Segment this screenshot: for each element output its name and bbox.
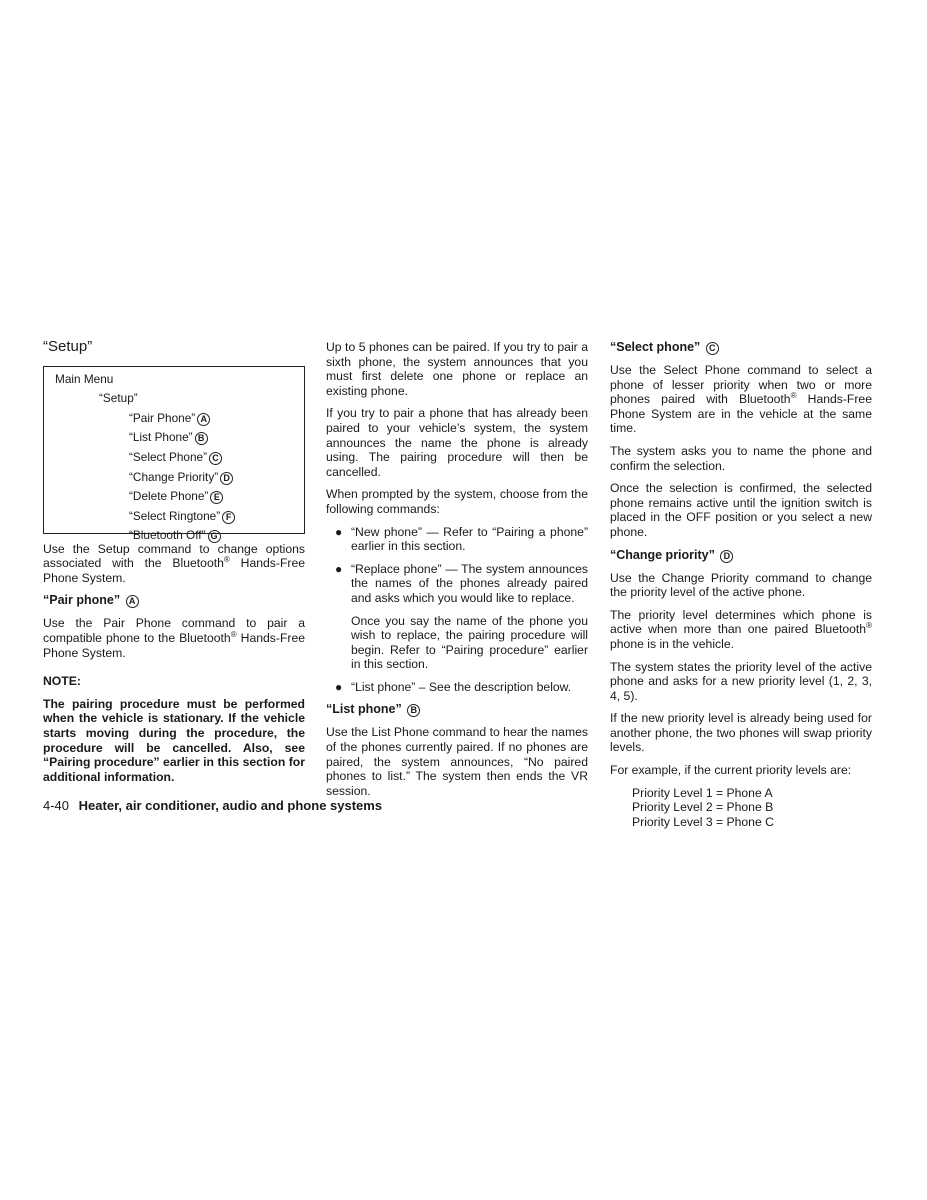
paragraph-prompt: When prompted by the system, choose from the following commands: xyxy=(326,487,588,516)
select-phone-p2: The system asks you to name the phone and confirm the selection. xyxy=(610,443,872,473)
callout-a-icon: A xyxy=(197,413,210,426)
menu-item-setup: “Setup” xyxy=(99,391,138,406)
callout-a-icon: A xyxy=(126,595,139,608)
menu-item-select-ringtone: “Select Ringtone” F xyxy=(44,507,304,527)
section-title-setup: “Setup” xyxy=(43,338,93,355)
menu-item-select-phone: “Select Phone” C xyxy=(44,448,304,468)
change-priority-p1: Use the Change Priority command to change the priority level of the active phone. xyxy=(610,570,872,600)
change-priority-p4: If the new priority level is already being used for another phone, the two phones will swap priority levels. xyxy=(610,711,872,755)
callout-b-icon: B xyxy=(407,704,420,717)
priority-level-list xyxy=(610,786,872,830)
change-priority-p3: The system states the priority level of the active phone and asks for a new priority level (1, 2, 3, 4, 5). xyxy=(610,659,872,703)
heading-list-phone: “List phone” B xyxy=(326,702,588,717)
menu-item-list-phone: “List Phone” B xyxy=(44,428,304,448)
note-text: The pairing procedure must be performed when the vehicle is stationary. If the vehicle starts moving during the procedure, the procedure will be cancelled. Also, see “Pairing procedure” earlier in this section for additional information. xyxy=(43,696,305,784)
menu-item-bluetooth-off: “Bluetooth Off” G xyxy=(44,526,304,546)
callout-e-icon: E xyxy=(210,491,223,504)
menu-item-change-priority: “Change Priority” D xyxy=(44,468,304,488)
command-list xyxy=(326,525,588,606)
heading-change-priority: “Change priority” D xyxy=(610,548,872,563)
bullet-icon: ● xyxy=(335,561,343,576)
callout-g-icon: G xyxy=(208,530,221,543)
list-item-replace-phone: ● “Replace phone” — The system announces the names of the phones already paired and asks which you would like to replace. xyxy=(335,561,588,605)
callout-d-icon: D xyxy=(720,550,733,563)
change-priority-p2: The priority level determines which phone is active when more than one paired Bluetooth® phone is in the vehicle. xyxy=(610,607,872,651)
command-list-2 xyxy=(326,680,588,695)
note-label: NOTE: xyxy=(43,674,81,689)
setup-menu-tree xyxy=(43,366,305,543)
setup-description: Use the Setup command to change options associated with the Bluetooth® Hands-Free Phone System. xyxy=(43,541,305,585)
priority-level-1: Priority Level 1 = Phone A xyxy=(632,785,773,800)
select-phone-p3: Once the selection is confirmed, the selected phone remains active until the ignition switch is placed in the OFF position or you select a new phone. xyxy=(610,481,872,539)
priority-level-2: Priority Level 2 = Phone B xyxy=(632,800,774,815)
list-phone-description: Use the List Phone command to hear the names of the phones currently paired. If no phones are paired, the system announces, “No paired phones to list.” The system then ends the VR session. xyxy=(326,725,588,798)
column-right xyxy=(610,340,872,829)
bullet-icon: ● xyxy=(335,524,343,539)
list-item-list-phone: ● “List phone” – See the description below. xyxy=(335,679,572,694)
replace-phone-detail: Once you say the name of the phone you wish to replace, the pairing procedure will begin. Refer to “Pairing procedure” earlier in this section. xyxy=(351,613,588,672)
menu-item-delete-phone: “Delete Phone” E xyxy=(44,487,304,507)
callout-b-icon: B xyxy=(195,432,208,445)
callout-f-icon: F xyxy=(222,511,235,524)
priority-level-3: Priority Level 3 = Phone C xyxy=(632,814,774,829)
column-left xyxy=(43,340,305,792)
callout-c-icon: C xyxy=(706,342,719,355)
menu-item-main: Main Menu xyxy=(55,371,114,386)
page-number: 4-40 xyxy=(43,798,70,813)
pair-phone-description: Use the Pair Phone command to pair a compatible phone to the Bluetooth® Hands-Free Phone System. xyxy=(43,616,306,660)
menu-item-pair-phone: “Pair Phone” A xyxy=(44,409,304,429)
footer-section-title: Heater, air conditioner, audio and phone systems xyxy=(78,798,383,813)
heading-pair-phone: “Pair phone” A xyxy=(43,593,305,608)
select-phone-p1: Use the Select Phone command to select a phone of lesser priority when two or more phones paired with Bluetooth® Hands-Free Phone System are in the vehicle at the same time. xyxy=(610,363,872,436)
page-footer xyxy=(43,798,382,813)
heading-select-phone: “Select phone” C xyxy=(610,340,872,355)
list-item-new-phone: ● “New phone” — Refer to “Pairing a phone” earlier in this section. xyxy=(335,524,588,554)
callout-c-icon: C xyxy=(209,452,222,465)
paragraph-max-phones: Up to 5 phones can be paired. If you try to pair a sixth phone, the system announces that you must first delete one phone or replace an existing phone. xyxy=(326,340,588,398)
callout-d-icon: D xyxy=(220,472,233,485)
paragraph-already-paired: If you try to pair a phone that has already been paired to your vehicle’s system, the system announces the name the phone is already using. The pairing procedure will then be cancelled. xyxy=(326,406,588,479)
column-middle xyxy=(326,340,588,806)
change-priority-p5: For example, if the current priority levels are: xyxy=(610,763,852,778)
bullet-icon: ● xyxy=(335,679,343,694)
